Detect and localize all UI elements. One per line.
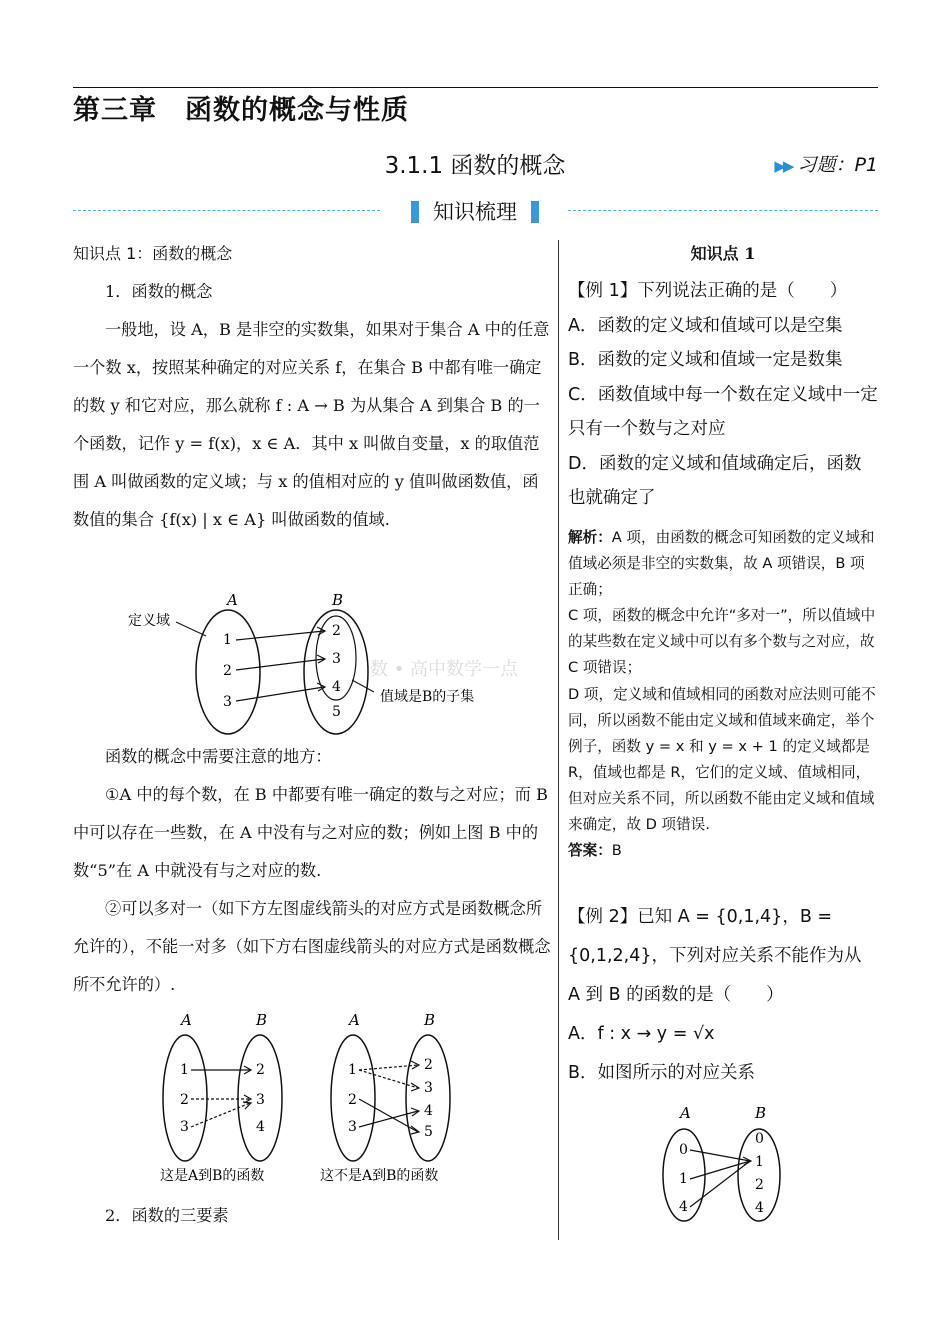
b-item: 2	[332, 623, 341, 639]
b-item: 2	[755, 1177, 764, 1193]
a-item: 0	[679, 1142, 688, 1158]
left-column-notice	[73, 738, 551, 1004]
ex2-option-b: B．如图所示的对应关系	[568, 1063, 756, 1083]
a-item: 1	[679, 1171, 688, 1187]
chapter-title: 第三章 函数的概念与性质	[73, 95, 409, 126]
b-item: 3	[424, 1080, 433, 1096]
item-1-title: 1．函数的概念	[105, 282, 213, 301]
a-item: 2	[180, 1092, 189, 1108]
solution-text-c: C 项，函数的概念中允许“多对一”，所以值域中的某些数在定义域中可以有多个数与之对应，故 C 项错误；	[568, 607, 876, 677]
left-column-top	[73, 235, 551, 539]
caption-function: 这是A到B的函数	[160, 1168, 265, 1184]
caption-not-function: 这不是A到B的函数	[320, 1168, 439, 1184]
section-title: 3.1.1 函数的概念	[384, 153, 566, 179]
item-2-title: 2．函数的三要素	[105, 1206, 229, 1225]
range-label: 值域是B的子集	[380, 689, 475, 705]
label-a: A	[181, 1011, 192, 1029]
solution-text-d: D 项，定义域和值域相同的函数对应法则可能不同，所以函数不能由定义域和值域来确定，举个例子，函数 y = x 和 y = x + 1 的定义域都是 R，值域也都是 R，它们的定义域、值域相同，但对应关系不同，所以函数不能由定义域和值域来确定，故 D 项错误.	[568, 685, 876, 834]
diagram-not-function	[320, 1011, 450, 1184]
range-pointer	[352, 680, 374, 692]
b-item: 0	[755, 1131, 764, 1147]
label-a: A	[349, 1011, 360, 1029]
diagram-function-examples	[155, 1008, 475, 1193]
solution-text-a: A 项，由函数的概念可知函数的定义域和值域必须是非空的实数集，故 A 项错误，B 项正确；	[568, 529, 875, 599]
a-item: 2	[223, 663, 232, 679]
a-item: 3	[180, 1119, 189, 1135]
set-b-ellipse	[406, 1035, 450, 1161]
b-item: 5	[424, 1124, 433, 1140]
double-arrow-icon: ▶▶	[774, 157, 792, 175]
mapping-arrow	[690, 1161, 750, 1179]
a-item: 3	[348, 1119, 357, 1135]
example-1	[568, 274, 878, 516]
label-b: B	[256, 1011, 268, 1029]
a-item: 1	[348, 1062, 357, 1078]
right-kp-title: 知识点 1	[690, 244, 756, 263]
mapping-arrow	[236, 659, 324, 670]
ex1-option-b: B．函数的定义域和值域一定是数集	[568, 350, 843, 370]
label-b: B	[332, 591, 344, 609]
column-divider	[558, 240, 559, 1240]
watermark: 数 • 高中数学一点	[370, 659, 519, 680]
answer-value: B	[611, 842, 622, 860]
b-item: 4	[755, 1200, 764, 1216]
mapping-arrow	[359, 1111, 418, 1127]
domain-label: 定义域	[128, 613, 170, 629]
dashed-arrow	[359, 1070, 418, 1088]
label-a: A	[680, 1104, 691, 1122]
example-2	[568, 898, 878, 1093]
ex1-stem: 【例 1】下列说法正确的是（ ）	[568, 281, 848, 301]
b-item: 3	[256, 1092, 265, 1108]
b-item: 4	[256, 1119, 265, 1135]
label-a: A	[227, 591, 238, 609]
label-b: B	[755, 1104, 767, 1122]
ex2-stem: 【例 2】已知 A = {0,1,4}，B = {0,1,2,4}，下列对应关系不能作为从 A 到 B 的函数的是（ ）	[568, 907, 862, 1005]
solution-label: 解析：	[568, 529, 612, 546]
exercise-label: 习题：P1	[797, 154, 878, 176]
b-item: 2	[424, 1057, 433, 1073]
domain-pointer	[176, 622, 206, 636]
bar-icon	[411, 201, 419, 223]
ex1-option-c: C．函数值域中每一个数在定义域中一定只有一个数与之对应	[568, 384, 878, 439]
knowledge-title: 知识梳理	[433, 200, 517, 224]
notice-title: 函数的概念中需要注意的地方：	[105, 747, 332, 766]
notice-2: ②可以多对一（如下方左图虚线箭头的对应方式是函数概念所允许的），不能一对多（如下方右图虚线箭头的对应方式是函数概念所不允许的）.	[73, 899, 551, 994]
ex1-option-d: D．函数的定义域和值域确定后，函数也就确定了	[568, 453, 862, 508]
knowledge-heading	[0, 196, 950, 226]
a-item: 1	[223, 632, 232, 648]
b-item: 4	[332, 679, 341, 695]
exercise-link[interactable]	[774, 150, 878, 177]
solution-1	[568, 525, 878, 864]
b-item: 2	[256, 1062, 265, 1078]
b-item: 1	[755, 1154, 764, 1170]
a-item: 4	[679, 1199, 688, 1215]
kp-title: 知识点 1：函数的概念	[73, 244, 233, 263]
a-item: 2	[348, 1092, 357, 1108]
b-item: 3	[332, 651, 341, 667]
diagram-example-2	[655, 1100, 795, 1225]
ex2-option-a: A．f : x → y = √x	[568, 1024, 715, 1044]
definition-paragraph: 一般地，设 A，B 是非空的实数集，如果对于集合 A 中的任意一个数 x，按照某种确定的对应关系 f，在集合 B 中都有唯一确定的数 y 和它对应，那么就称 f : A → B 为从集合 A 到集合 B 的一个函数，记作 y = f(x)，x ∈ A．其中 x 叫做自变量，x 的取值范围 A 叫做函数的定义域；与 x 的值相对应的 y 值叫做函数值，函数值的集合 {f(x) | x ∈ A} 叫做函数的值域.	[73, 320, 550, 529]
a-item: 1	[180, 1062, 189, 1078]
b-item: 5	[332, 704, 341, 720]
answer-label: 答案：	[568, 842, 612, 860]
arrowhead	[411, 1083, 419, 1091]
notice-1: ①A 中的每个数，在 B 中都要有唯一确定的数与之对应；而 B 中可以存在一些数，在 A 中没有与之对应的数；例如上图 B 中的数“5”在 A 中就没有与之对应的数.	[73, 785, 548, 880]
dashed-arrow	[191, 1103, 250, 1127]
mapping-arrow	[359, 1099, 418, 1132]
left-column-bottom	[73, 1197, 551, 1235]
bar-icon	[531, 201, 539, 223]
a-item: 3	[223, 694, 232, 710]
b-item: 4	[424, 1103, 433, 1119]
ex1-option-a: A．函数的定义域和值域可以是空集	[568, 315, 843, 336]
label-b: B	[424, 1011, 436, 1029]
mapping-arrow	[236, 687, 324, 701]
